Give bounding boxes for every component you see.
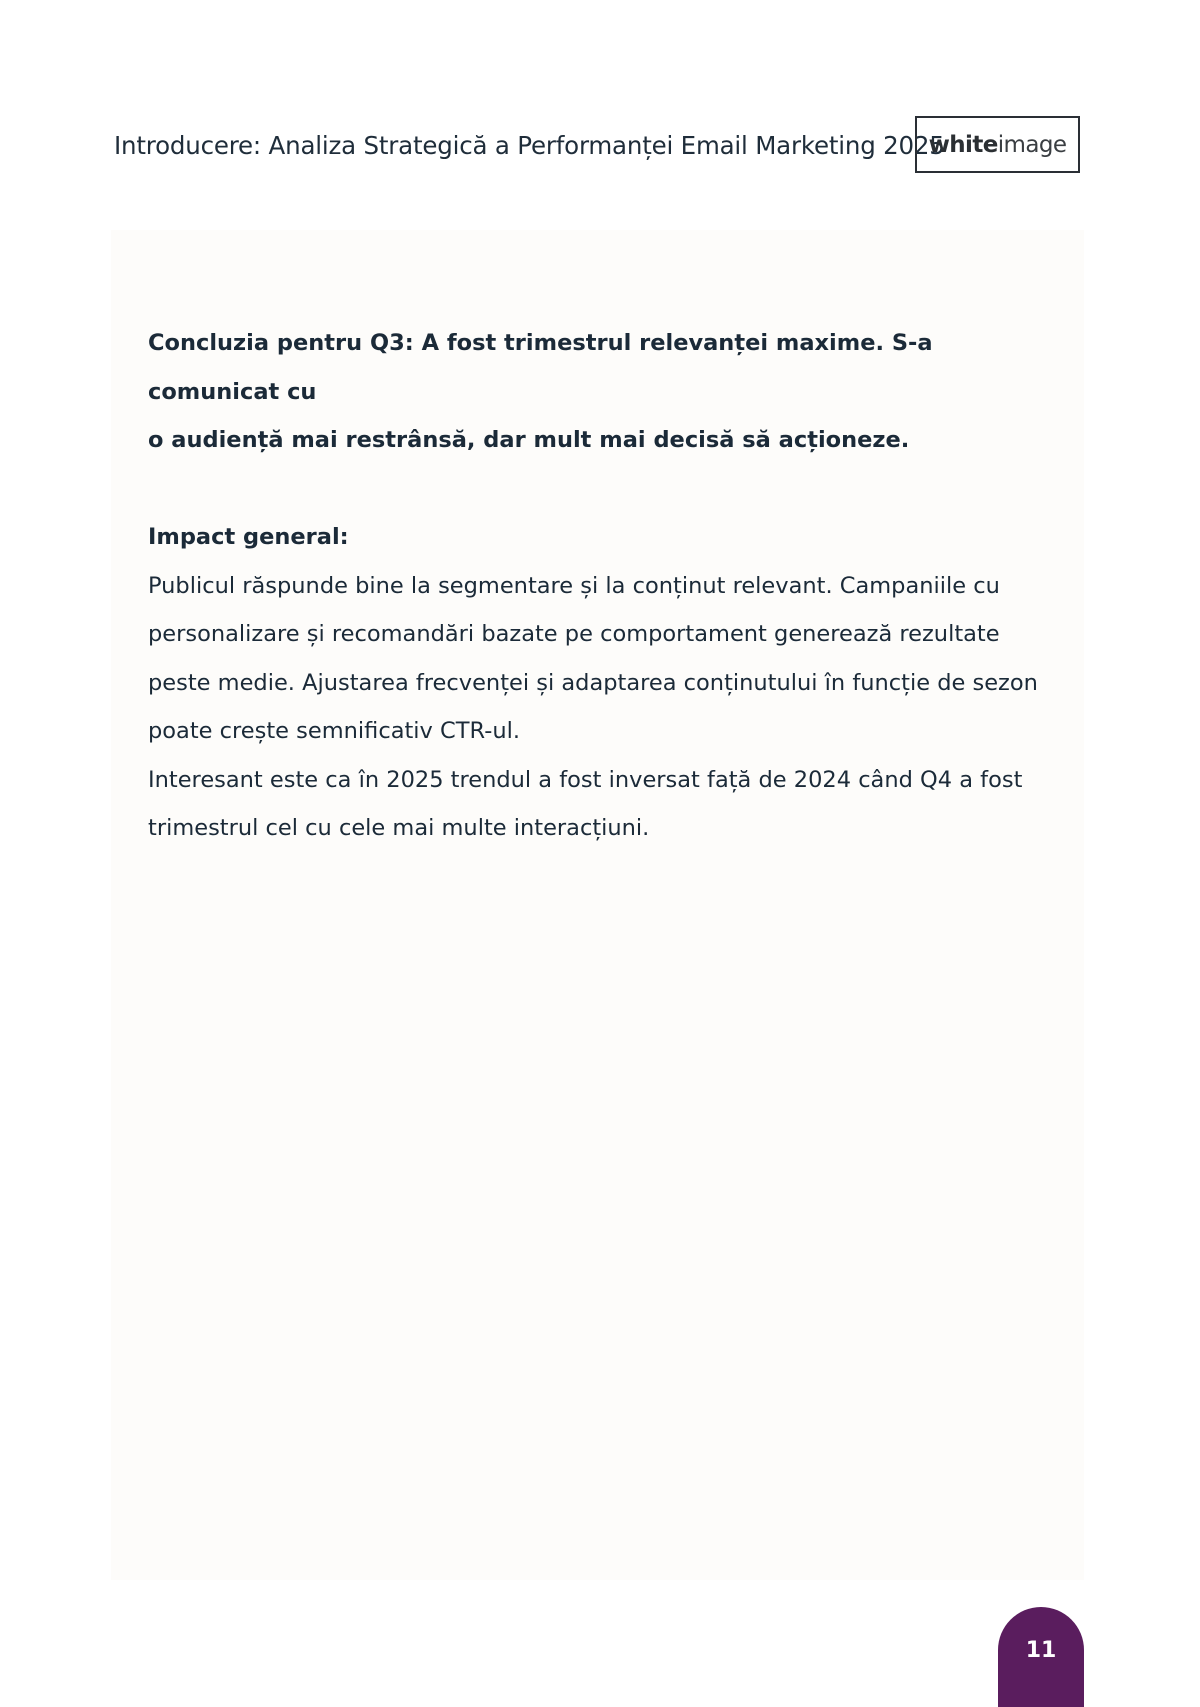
page-header-title: Introducere: Analiza Strategică a Performanței Email Marketing 2025 [114,131,945,160]
conclusion-line: Concluzia pentru Q3: A fost trimestrul relevanței maxime. S-a comunicat cu [148,330,933,405]
impact-heading: Impact general: [148,524,349,550]
logo-text-light: image [997,131,1067,158]
conclusion-line: o audiență mai restrânsă, dar mult mai decisă să acționeze. [148,427,910,453]
impact-line: peste medie. Ajustarea frecvenței și adaptarea conținutului în funcție de sezon [148,669,1038,696]
impact-line: Publicul răspunde bine la segmentare și la conținut relevant. Campaniile cu [148,572,1000,599]
impact-line: Interesant este ca în 2025 trendul a fost inversat față de 2024 când Q4 a fost [148,766,1023,793]
impact-line: poate crește semnificativ CTR-ul. [148,718,520,744]
page-number-badge [998,1607,1084,1707]
paragraph-spacer [148,465,1068,514]
page-number: 11 [1025,1638,1057,1663]
impact-line: trimestrul cel cu cele mai multe interacțiuni. [148,815,650,841]
brand-logo [915,116,1080,173]
logo-text-bold: white [928,131,998,158]
body-text [148,319,1068,853]
impact-line: personalizare și recomandări bazate pe comportament generează rezultate [148,621,1000,647]
